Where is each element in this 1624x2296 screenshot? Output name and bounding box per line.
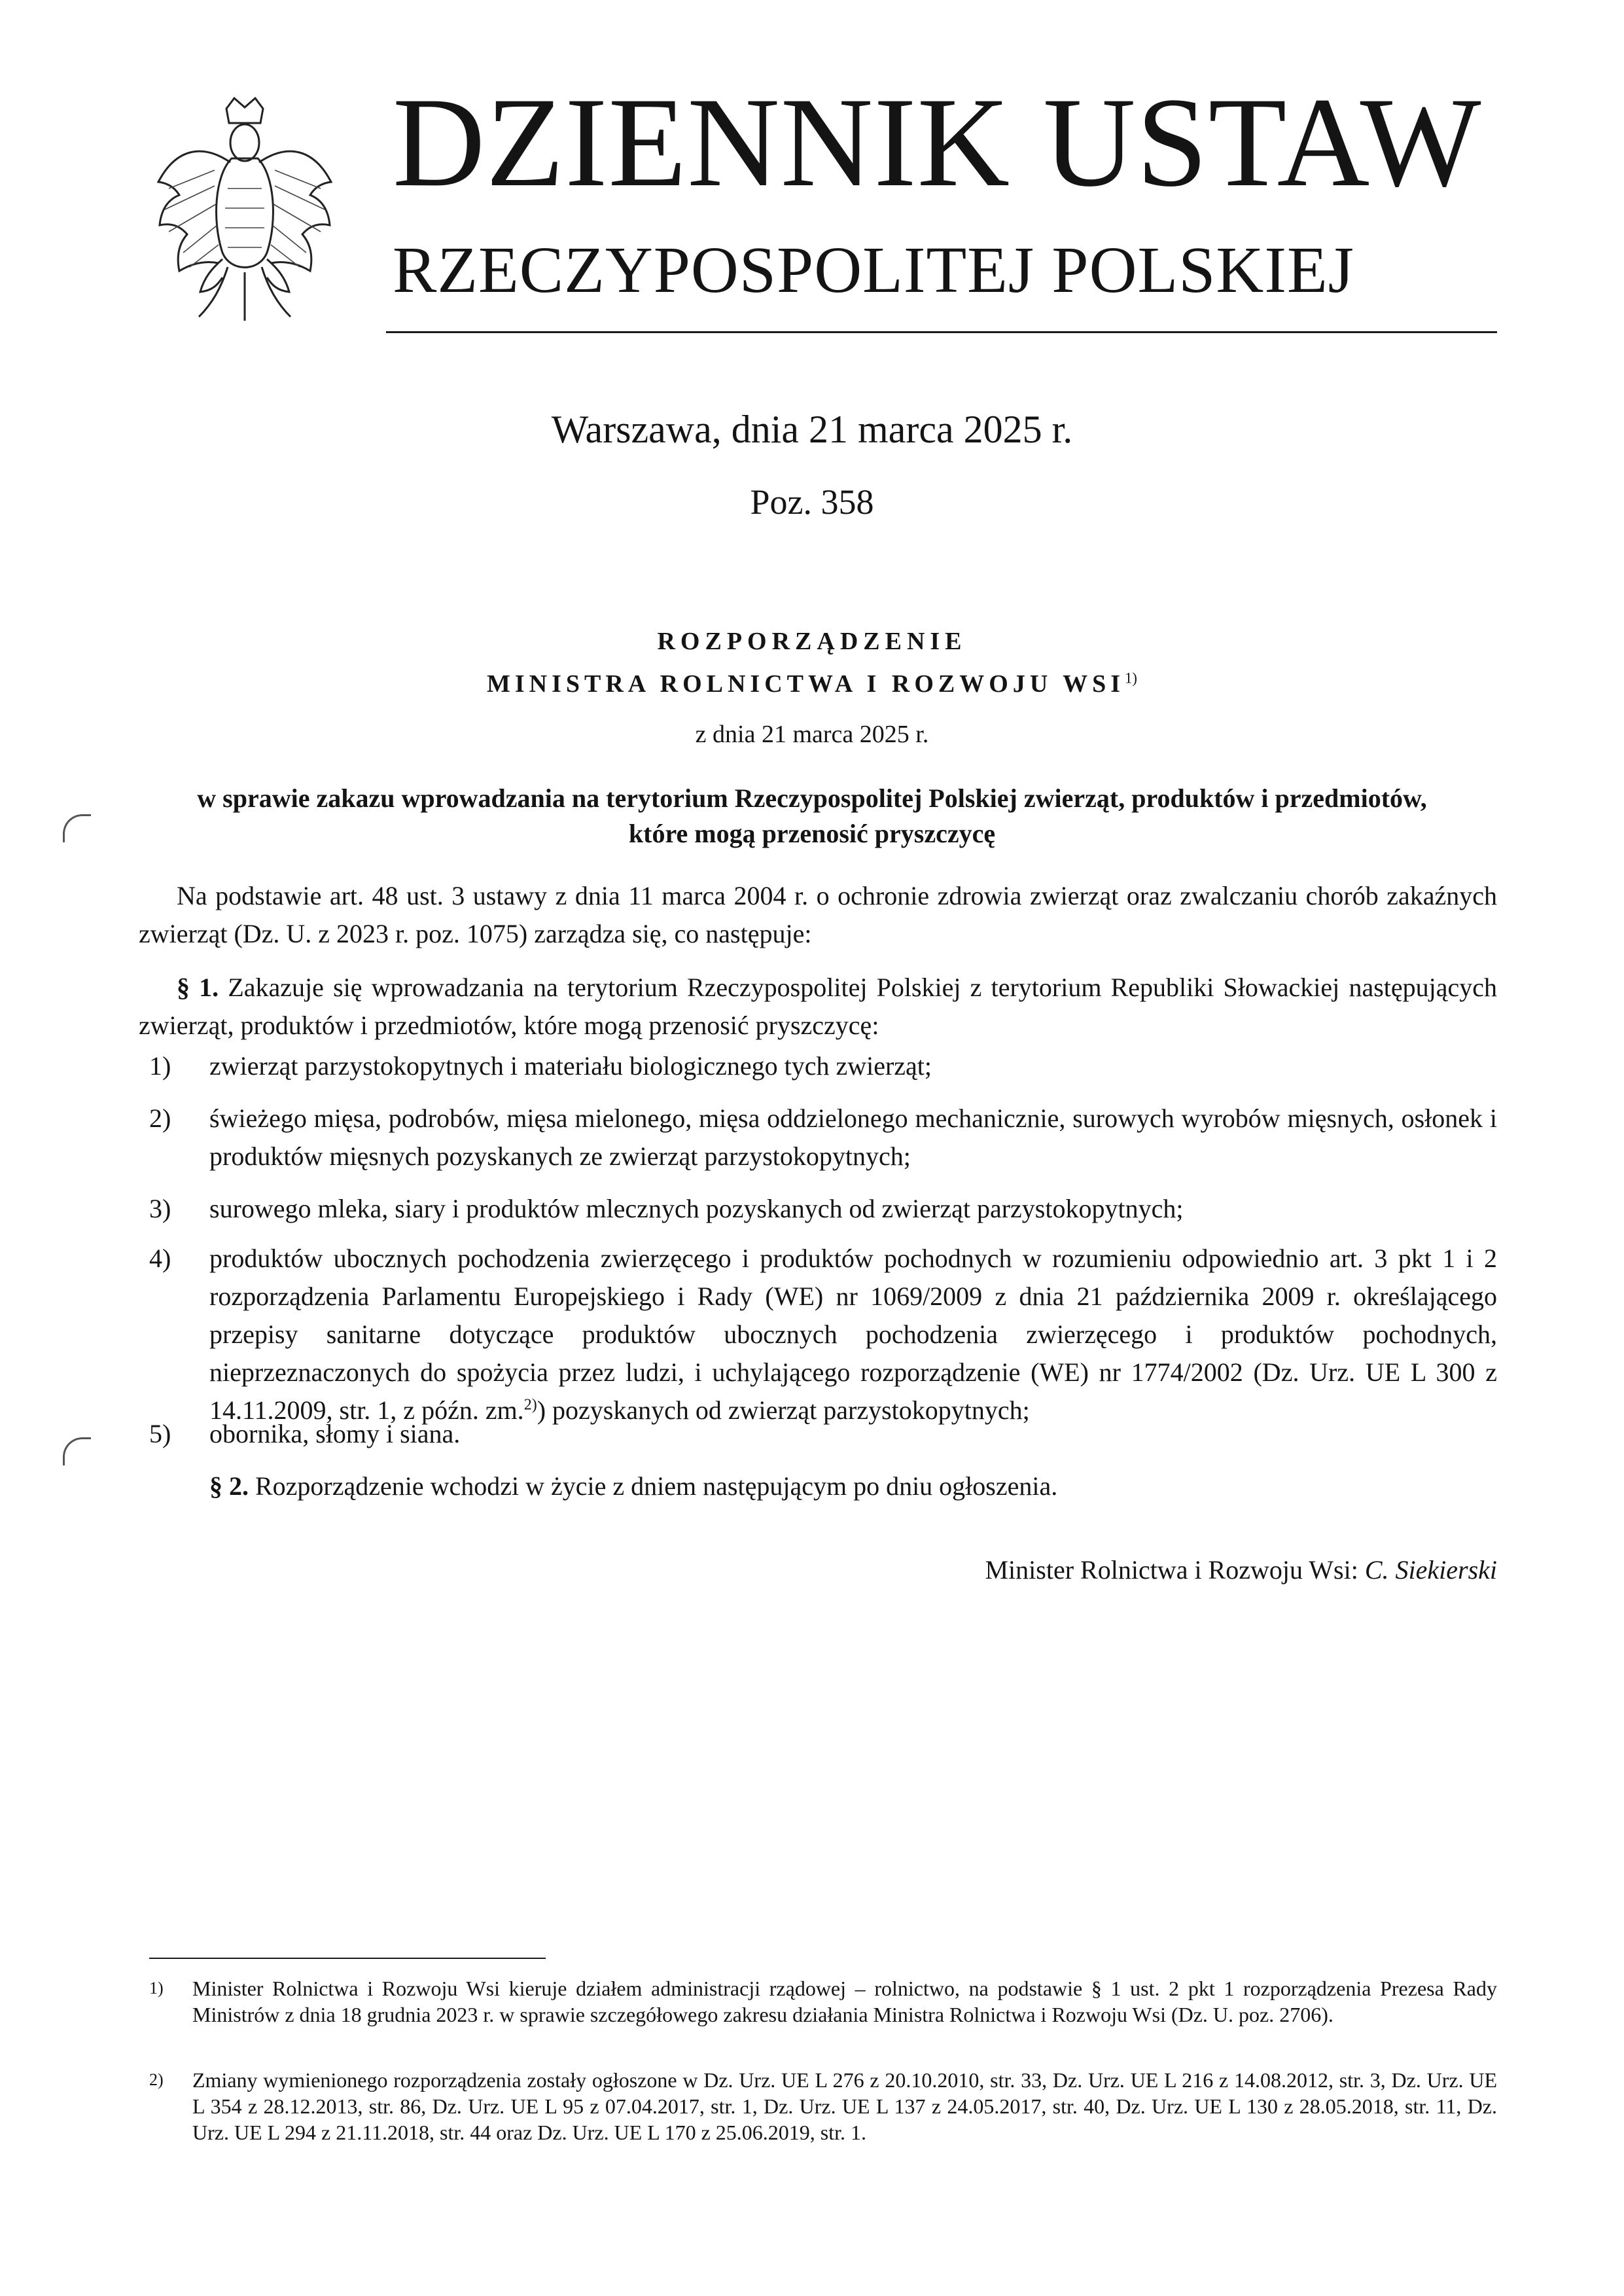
footnote-ref-1: 1) [1125, 670, 1138, 687]
act-issuer [0, 668, 1624, 700]
list-item-number: 4) [149, 1244, 171, 1273]
list-item-number: 1) [149, 1051, 171, 1081]
signature [985, 1551, 1497, 1589]
list-item-text: obornika, słomy i siana. [209, 1419, 461, 1448]
section-1-text: Zakazuje się wprowadzania na terytorium Rzeczypospolitej Polskiej z terytorium Republiki Słowackiej następujących zwierząt, produktów i przedmiotów, które mogą przenosić pryszczycę: [139, 973, 1498, 1040]
act-subject-line-1: w sprawie zakazu wprowadzania na terytorium Rzeczypospolitej Polskiej zwierząt, produktów i przedmiotów, [197, 783, 1427, 813]
signature-role: Minister Rolnictwa i Rozwoju Wsi: [985, 1555, 1358, 1585]
list-item-text: zwierząt parzystokopytnych i materiału biologicznego tych zwierząt; [209, 1051, 932, 1081]
footnote-number: 2) [149, 2070, 164, 2089]
journal-title: DZIENNIK USTAW [393, 71, 1482, 213]
act-date: z dnia 21 marca 2025 r. [695, 721, 929, 748]
list-item-number: 3) [149, 1194, 171, 1223]
section-1-label: § 1. [177, 973, 219, 1002]
header-divider [386, 331, 1497, 333]
footnote-divider [149, 1958, 546, 1959]
section-2-label: § 2. [209, 1471, 249, 1501]
footnote-ref-2: 2) [523, 1396, 537, 1414]
position-number: Poz. 358 [750, 482, 874, 522]
list-item-4-text: produktów ubocznych pochodzenia zwierzęcego i produktów pochodnych w rozumieniu odpowiednio art. 3 pkt 1 i 2 rozporządzenia Parlamentu Europejskiego i Rady (WE) nr 1069/2009 z dnia 21 października 2009 r. określającego przepisy sanitarne dotyczące produktów ubocznych pochodzenia zwierzęcego i produktów pochodnych, nieprzeznaczonych do spożycia przez ludzi, i uchylającego rozporządzenie (WE) nr 1774/2002 (Dz. Urz. UE L 300 z 14.11.2009, str. 1, z późn. zm. [209, 1244, 1497, 1425]
footnote-number: 1) [149, 1979, 164, 1998]
act-subject [0, 781, 1624, 852]
list-item-text: surowego mleka, siary i produktów mlecznych pozyskanych od zwierząt parzystokopytnych; [209, 1194, 1184, 1223]
section-2-text: Rozporządzenie wchodzi w życie z dniem następującym po dniu ogłoszenia. [255, 1471, 1058, 1501]
polish-eagle-emblem-icon [149, 97, 340, 323]
footnote-text: Zmiany wymienionego rozporządzenia zostały ogłoszone w Dz. Urz. UE L 276 z 20.10.2010, str. 33, Dz. Urz. UE L 216 z 14.08.2012, str. 3, Dz. Urz. UE L 354 z 28.12.2013, str. 86, Dz. Urz. UE L 95 z 07.04.2017, str. 1, Dz. Urz. UE L 137 z 24.05.2017, str. 40, Dz. Urz. UE L 130 z 28.05.2018, str. 11, Dz. Urz. UE L 294 z 21.11.2018, str. 44 oraz Dz. Urz. UE L 170 z 25.06.2019, str. 1. [192, 2068, 1497, 2144]
act-subject-line-2: które mogą przenosić pryszczycę [628, 819, 996, 848]
section-2 [209, 1467, 1057, 1505]
list-item-4-tail: ) pozyskanych od zwierząt parzystokopytnych; [537, 1395, 1030, 1425]
section-1 [139, 969, 1497, 1045]
publication-date: Warszawa, dnia 21 marca 2025 r. [551, 408, 1073, 451]
list-item-text: świeżego mięsa, podrobów, mięsa mielonego, mięsa oddzielonego mechanicznie, surowych wyrobów mięsnych, osłonek i produktów mięsnych pozyskanych ze zwierząt parzystokopytnych; [209, 1103, 1497, 1171]
list-item-text [209, 1240, 1497, 1429]
list-item-number: 5) [149, 1419, 171, 1448]
act-type: ROZPORZĄDZENIE [657, 628, 967, 655]
issuer-text: MINISTRA ROLNICTWA I ROZWOJU WSI [486, 670, 1125, 698]
signature-name: C. Siekierski [1364, 1555, 1497, 1585]
list-item-number: 2) [149, 1103, 171, 1133]
journal-subtitle: RZECZYPOSPOLITEJ POLSKIEJ [393, 233, 1354, 306]
preamble [139, 877, 1497, 953]
footnote-text: Minister Rolnictwa i Rozwoju Wsi kieruje działem administracji rządowej – rolnictwo, na podstawie § 1 ust. 2 pkt 1 rozporządzenia Prezesa Rady Ministrów z dnia 18 grudnia 2023 r. w sprawie szczegółowego zakresu działania Ministra Rolnictwa i Rozwoju Wsi (Dz. U. poz. 2706). [192, 1977, 1497, 2026]
preamble-text: Na podstawie art. 48 ust. 3 ustawy z dnia 11 marca 2004 r. o ochronie zdrowia zwierząt oraz zwalczaniu chorób zakaźnych zwierząt (Dz. U. z 2023 r. poz. 1075) zarządza się, co następuje: [139, 881, 1497, 948]
punch-hole-mark [63, 1437, 91, 1465]
